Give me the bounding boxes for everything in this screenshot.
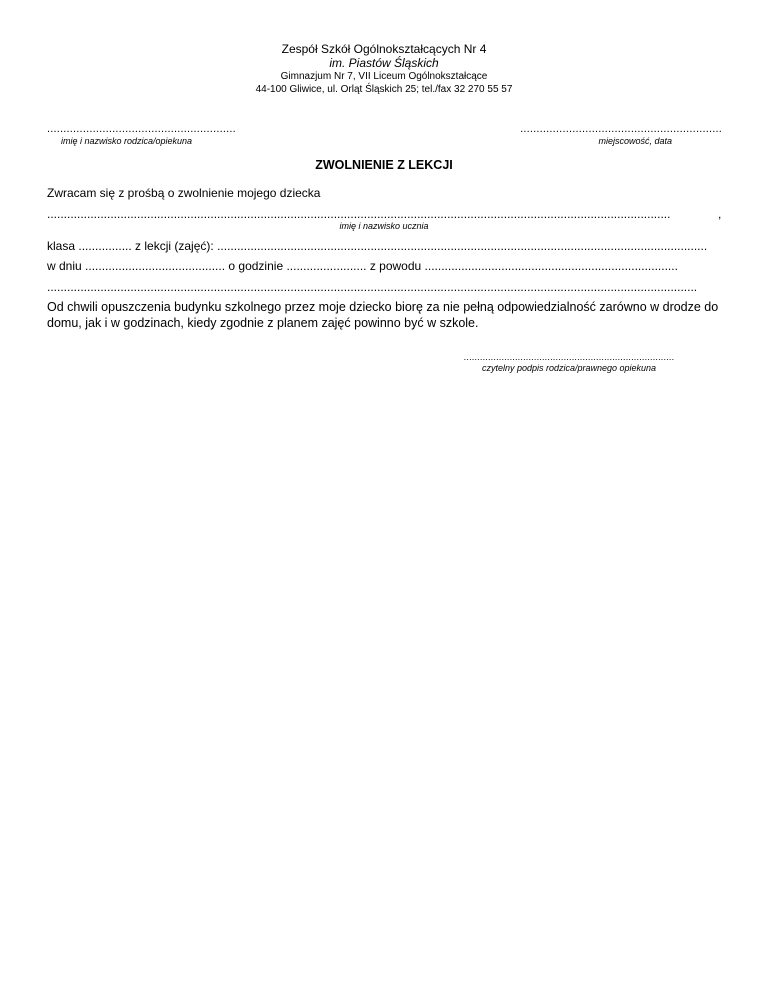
student-name-field[interactable]: [47, 206, 722, 222]
student-name-dots[interactable]: ...........................................................................................................................................................................................: [47, 207, 671, 221]
day-dots[interactable]: ..........................................: [85, 259, 226, 273]
school-header: [0, 42, 768, 96]
parent-name-field[interactable]: [47, 123, 257, 147]
school-address: 44-100 Gliwice, ul. Orląt Śląskich 25; tel./fax 32 270 55 57: [255, 84, 513, 95]
school-name: Zespół Szkół Ogólnokształcących Nr 4: [281, 42, 487, 56]
reason-label: z powodu: [369, 259, 422, 273]
hour-label: o godzinie: [228, 259, 284, 273]
reason-continuation-dots[interactable]: ...................................................................................................................................................................................................: [47, 280, 698, 294]
hour-dots[interactable]: ........................: [286, 259, 367, 273]
student-name-comma: ,: [718, 207, 722, 221]
date-time-reason-line: [47, 258, 722, 274]
place-date-field[interactable]: [497, 123, 722, 147]
parent-name-caption: imię i nazwisko rodzica/opiekuna: [61, 136, 193, 146]
day-label: w dniu: [47, 259, 82, 273]
lessons-label: z lekcji (zajęć):: [135, 239, 214, 253]
parent-name-dots[interactable]: ..........................................................: [47, 123, 236, 135]
request-text: Zwracam się z prośbą o zwolnienie mojego dziecka: [47, 186, 321, 200]
class-lessons-line: [47, 238, 722, 254]
class-dots[interactable]: ................: [78, 239, 132, 253]
signature-caption: czytelny podpis rodzica/prawnego opiekuna: [481, 363, 657, 373]
school-patron: im. Piastów Śląskich: [329, 56, 439, 70]
lessons-dots[interactable]: ...................................................................................................................................................: [217, 239, 708, 253]
class-label: klasa: [47, 239, 76, 253]
responsibility-statement: Od chwili opuszczenia budynku szkolnego przez moje dziecko biorę za nie pełną odpowiedzialność zarówno w drodze do domu, jak i w godzinach, kiedy zgodnie z planem zajęć powinno być w szkole.: [47, 300, 719, 330]
top-fields-row: [47, 123, 722, 153]
place-date-caption: miejscowość, data: [598, 136, 672, 146]
reason-dots[interactable]: ............................................................................: [424, 259, 678, 273]
parent-signature-field[interactable]: [452, 352, 686, 374]
signature-dots[interactable]: ..............................................................................: [463, 352, 675, 362]
place-date-dots[interactable]: ..............................................................: [520, 123, 722, 135]
form-title: ZWOLNIENIE Z LEKCJI: [315, 158, 453, 172]
student-name-caption: imię i nazwisko ucznia: [339, 221, 429, 231]
school-units: Gimnazjum Nr 7, VII Liceum Ogólnokształcące: [280, 71, 488, 82]
